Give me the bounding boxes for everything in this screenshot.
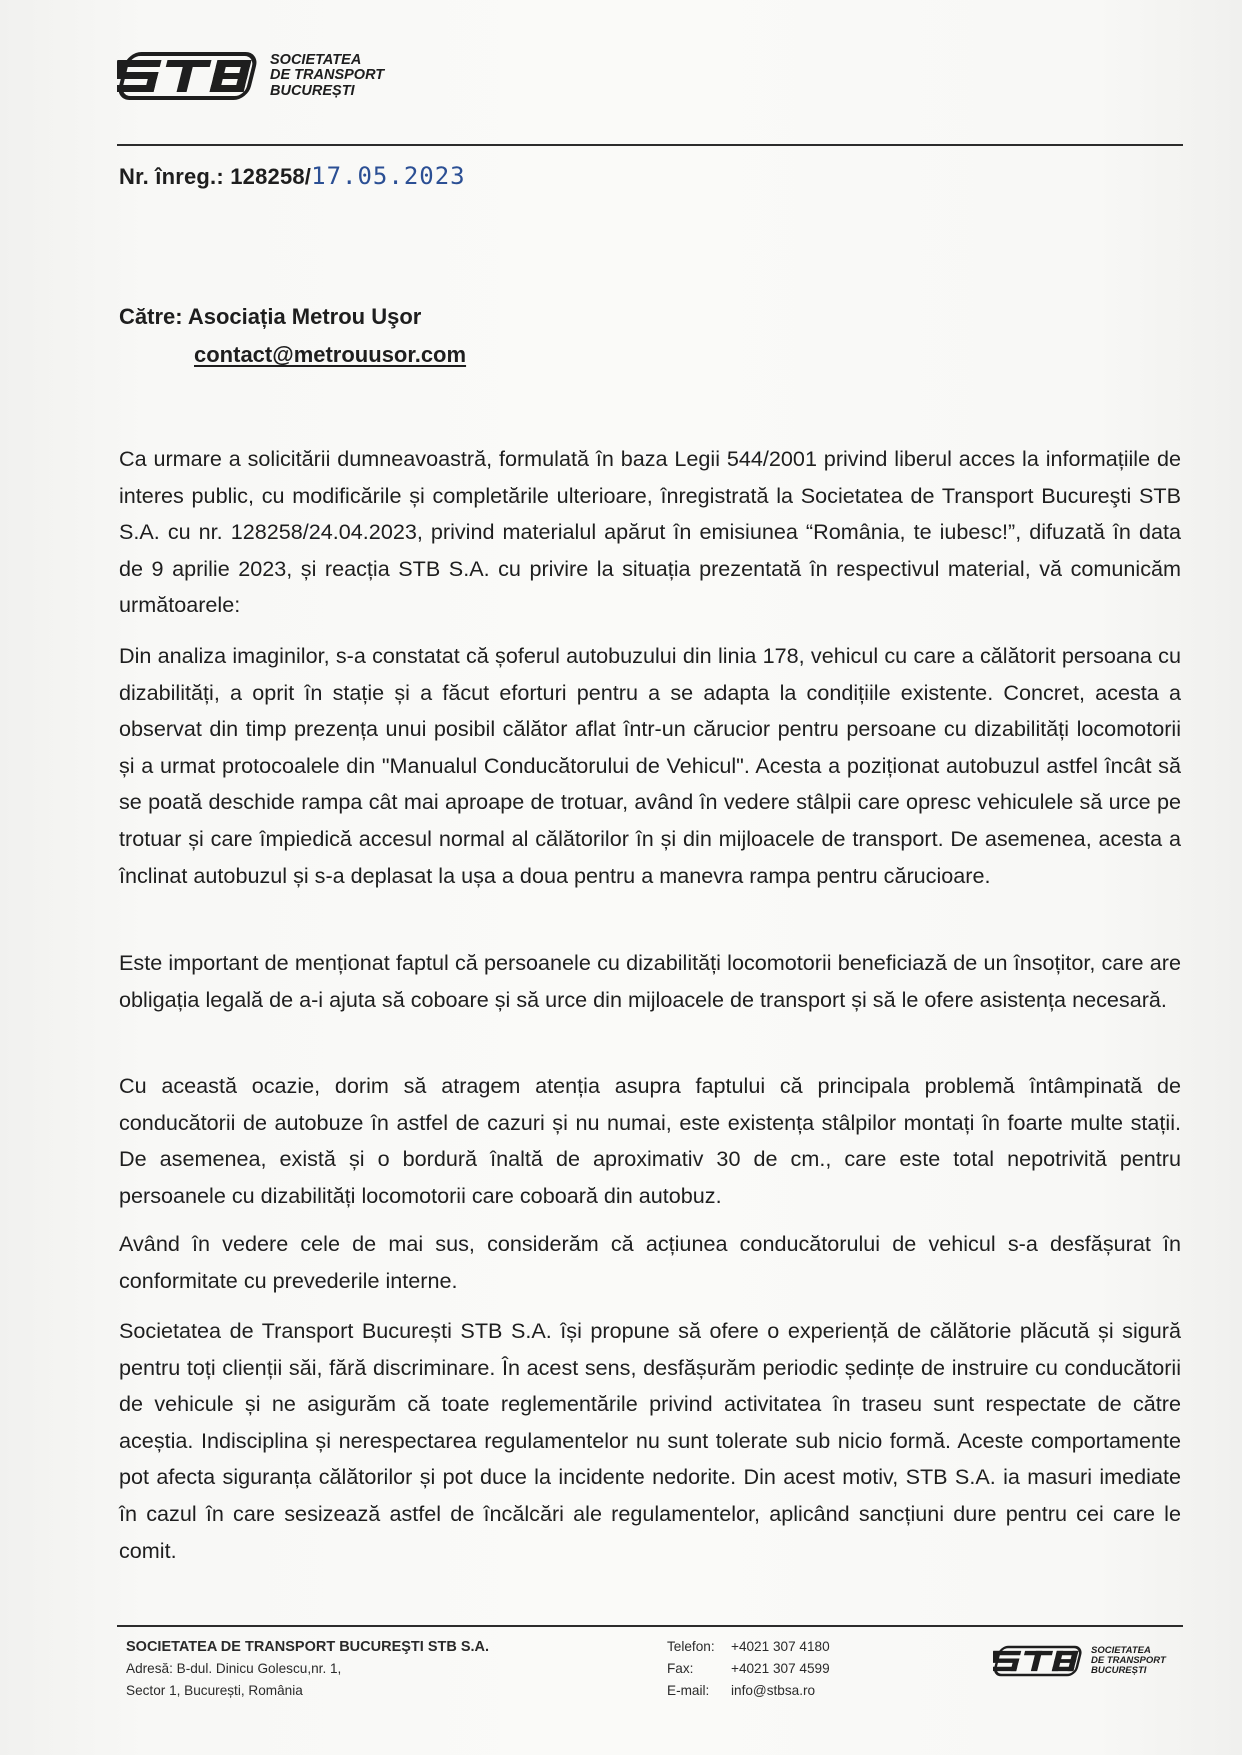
recipient-email-link[interactable]: contact@metrouusor.com bbox=[194, 342, 467, 367]
paragraph-conclusion: Având în vedere cele de mai sus, considerăm că acțiunea conducătorului de vehicul s-a desfășurat în conformitate cu prevederile interne. bbox=[119, 1231, 1181, 1293]
registration-number bbox=[119, 162, 466, 190]
footer-logo-company-name: SOCIETATEA DE TRANSPORT BUCUREȘTI bbox=[1091, 1645, 1166, 1676]
fax-label: Fax: bbox=[667, 1661, 694, 1676]
handwritten-date: 17.05.2023 bbox=[311, 162, 466, 190]
footer-email-link[interactable]: info@stbsa.ro bbox=[731, 1683, 816, 1698]
paragraph-companion: Este important de menționat faptul că persoanele cu dizabilități locomotorii beneficiază de un însoțitor, care are obligația legală de a-i ajuta să coboare și să urce din mijloacele de transport și să le ofere asistența necesară. bbox=[119, 950, 1181, 1012]
email-label: E-mail: bbox=[667, 1683, 710, 1698]
footer-divider bbox=[117, 1625, 1183, 1627]
paragraph-policy: Societatea de Transport București STB S.A. își propune să ofere o experiență de călătorie plăcută și sigură pentru toți clienții săi, fără discriminare. În acest sens, desfășurăm periodic ședințe de instruire cu conducătorii de vehicule și ne asigurăm că toate reglementările privind activitatea în traseu sunt respectate de către aceștia. Indisciplina și nerespectarea regulamentelor nu sunt tolerate sub nicio formă. Aceste comportamente pot afecta siguranța călătorilor și pot duce la incidente nedorite. Din acest motiv, STB S.A. ia masuri imediate în cazul în care sesizează astfel de încălcări ale regulamentelor, aplicând sancțiuni dure pentru cei care le comit. bbox=[119, 1318, 1181, 1563]
fax-number: +4021 307 4599 bbox=[731, 1661, 830, 1676]
footer-contact bbox=[667, 1636, 830, 1702]
svg-text:STB: STB bbox=[187, 86, 189, 87]
stb-logo-mark-small-icon bbox=[993, 1641, 1087, 1681]
recipient-name: Către: Asociația Metrou Uşor bbox=[119, 304, 422, 329]
paragraph-poles: Cu această ocazie, dorim să atragem atenția asupra faptului că principala problemă întâmpinată de conducătorii de autobuze în astfel de cazuri și nu numai, este existența stâlpilor montați în foarte multe stații. De asemenea, există și o bordură înaltă de aproximativ 30 de cm., care este total nepotrivită pentru persoanele cu dizabilități locomotorii care coboară din autobuz. bbox=[119, 1073, 1181, 1208]
paragraph-intro: Ca urmare a solicitării dumneavoastră, formulată în baza Legii 544/2001 privind liberul acces la informațiile de interes public, cu modificările și completările ulterioare, înregistrată la Societatea de Transport Bucureşti STB S.A. cu nr. 128258/24.04.2023, privind materialul apărut în emisiunea “România, te iubesc!”, difuzată în data de 9 aprilie 2023, și reacția STB S.A. cu privire la situația prezentată în respectivul material, vă comunicăm următoarele: bbox=[119, 446, 1181, 618]
footer-address-line1: Adresă: B-dul. Dinicu Golescu,nr. 1, bbox=[126, 1661, 342, 1676]
stb-logo-footer bbox=[993, 1641, 1166, 1681]
paragraph-analysis: Din analiza imaginilor, s-a constatat că șoferul autobuzului din linia 178, vehicul cu care a călătorit persoana cu dizabilități, a oprit în stație și a făcut eforturi pentru a se adapta la condițiile existente. Concret, acesta a observat din timp prezența unui posibil călător aflat într-un cărucior pentru persoane cu dizabilități locomotorii și a urmat protocoalele din "Manualul Conducătorului de Vehicul". Acesta a poziționat autobuzul astfel încât să se poată deschide rampa cât mai aproape de trotuar, având în vedere stâlpii care opresc vehiculele să urce pe trotuar și care împiedică accesul normal al călătorilor în și din mijloacele de transport. De asemenea, acesta a înclinat autobuzul și s-a deplasat la ușa a doua pentru a manevra rampa pentru cărucioare. bbox=[119, 643, 1181, 888]
registration-label: Nr. înreg.: 128258/ bbox=[119, 164, 312, 189]
phone-label: Telefon: bbox=[667, 1639, 715, 1654]
phone-number[interactable]: +4021 307 4180 bbox=[731, 1639, 830, 1654]
header-divider bbox=[117, 144, 1183, 146]
footer-address-line2: Sector 1, București, România bbox=[126, 1683, 303, 1698]
footer-address bbox=[126, 1636, 489, 1702]
stb-logo-mark-icon bbox=[117, 46, 265, 106]
footer-company-name: SOCIETATEA DE TRANSPORT BUCUREŞTI STB S.A. bbox=[126, 1639, 490, 1655]
stb-logo-header bbox=[117, 46, 384, 106]
logo-company-name: SOCIETATEA DE TRANSPORT BUCUREȘTI bbox=[270, 52, 385, 99]
